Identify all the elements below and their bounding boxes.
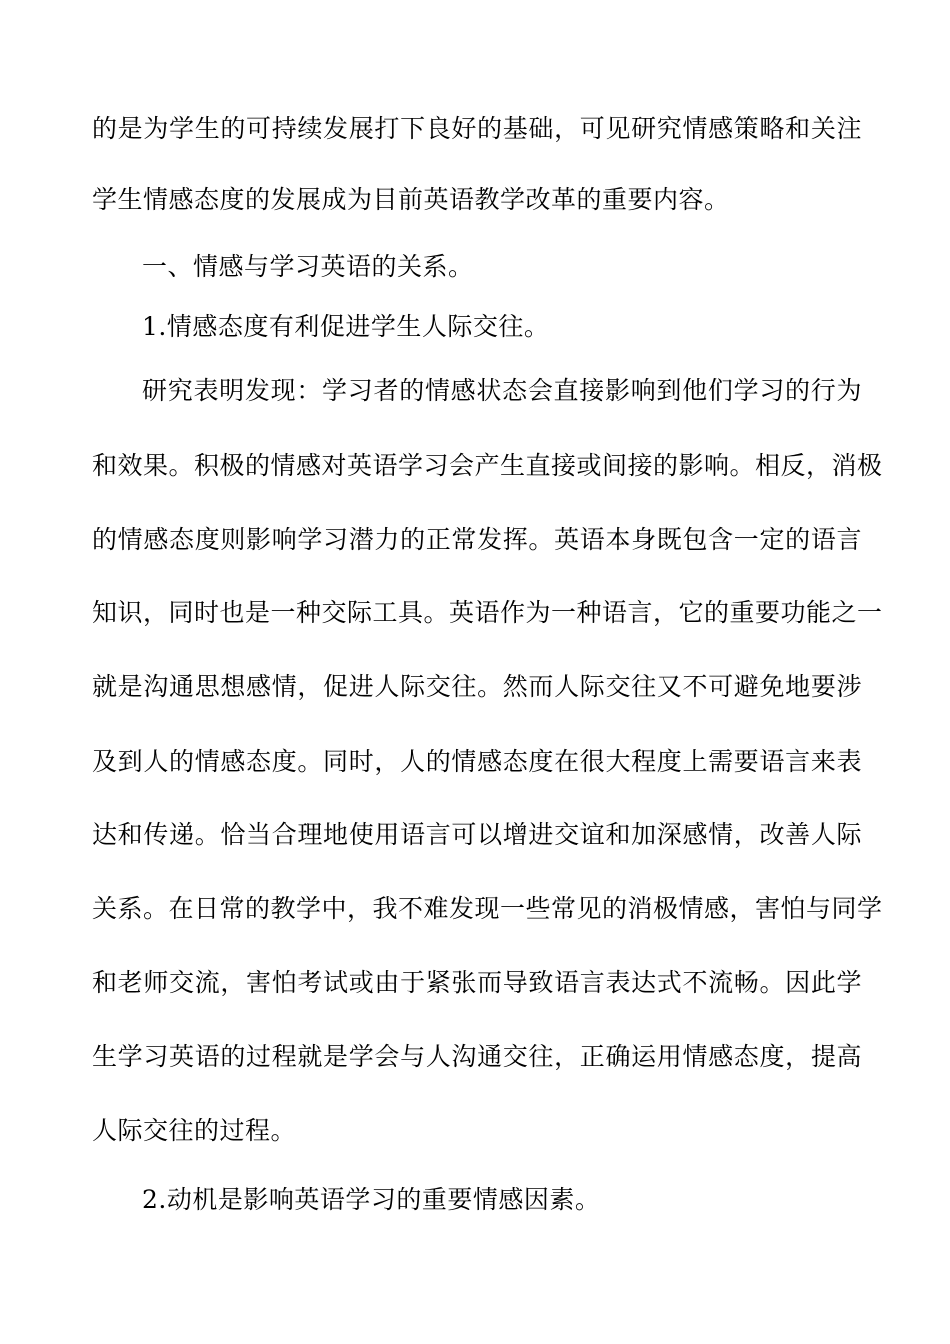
- paragraph-line-8: 知识，同时也是一种交际工具。英语作为一种语言，它的重要功能之一: [92, 598, 883, 627]
- paragraph-line-13: 和老师交流，害怕考试或由于紧张而导致语言表达式不流畅。因此学: [92, 968, 862, 997]
- paragraph-line-2: 学生情感态度的发展成为目前英语教学改革的重要内容。: [92, 185, 730, 214]
- subsection-heading-2: 2.动机是影响英语学习的重要情感因素。: [142, 1185, 601, 1214]
- paragraph-line-11: 达和传递。恰当合理地使用语言可以增进交谊和加深感情，改善人际: [92, 820, 862, 849]
- paragraph-line-15: 人际交往的过程。: [92, 1116, 297, 1145]
- paragraph-line-6: 和效果。积极的情感对英语学习会产生直接或间接的影响。相反，消极: [92, 451, 883, 480]
- paragraph-line-5: 研究表明发现：学习者的情感状态会直接影响到他们学习的行为: [142, 376, 862, 405]
- paragraph-line-9: 就是沟通思想感情，促进人际交往。然而人际交往又不可避免地要涉: [92, 672, 862, 701]
- paragraph-line-7: 的情感态度则影响学习潜力的正常发挥。英语本身既包含一定的语言: [92, 525, 862, 554]
- paragraph-line-12: 关系。在日常的教学中，我不难发现一些常见的消极情感，害怕与同学: [92, 894, 883, 923]
- paragraph-line-10: 及到人的情感态度。同时，人的情感态度在很大程度上需要语言来表: [92, 747, 862, 776]
- section-heading: 一、情感与学习英语的关系。: [142, 252, 474, 281]
- subsection-heading-1: 1.情感态度有利促进学生人际交往。: [142, 312, 550, 341]
- paragraph-line-1: 的是为学生的可持续发展打下良好的基础，可见研究情感策略和关注: [92, 114, 862, 143]
- paragraph-line-14: 生学习英语的过程就是学会与人沟通交往，正确运用情感态度，提高: [92, 1042, 862, 1071]
